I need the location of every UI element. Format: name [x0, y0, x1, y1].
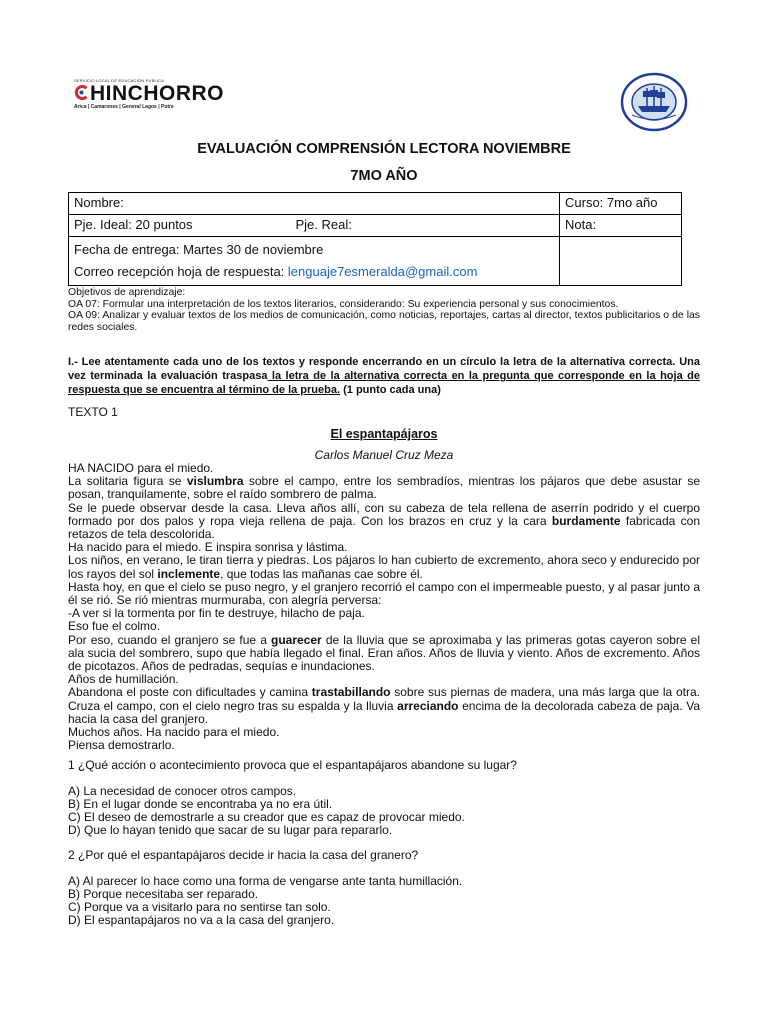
answer-option-b[interactable]: B) En el lugar donde se encontraba ya no era útil. [68, 797, 333, 811]
vocab-word: burdamente [551, 513, 621, 528]
answer-option-a[interactable]: A) Al parecer lo hace como una forma de vengarse ante tanta humillación. [68, 874, 463, 888]
puntaje-cell [69, 215, 560, 237]
logo-top-text: SERVICIO LOCAL DE EDUCACIÓN PÚBLICA [74, 78, 165, 83]
objectives-heading: Objetivos de aprendizaje: [68, 287, 186, 298]
exam-subtitle: 7MO AÑO [350, 168, 418, 184]
answer-option-c[interactable]: C) Porque va a visitarlo para no sentirse tan solo. [68, 900, 331, 914]
question-2 [68, 849, 708, 927]
story-paragraph: -A ver si la tormenta por fin te destruye, hilacho de paja. [68, 606, 365, 621]
logo-c-icon [74, 83, 89, 98]
story-paragraph: Hasta hoy, en que el cielo se puso negro, y el granjero recorrió el campo con el impermeable puesto, y al pasar junto a él se rió. Se rió mientras murmuraba, con alegría perversa: [68, 579, 700, 608]
instructions [68, 355, 700, 397]
objectives-block [68, 287, 700, 333]
instructions-part2: la letra de la alternativa correcta en la pregunta que corresponde en la hoja de respuesta que se encuentra al término de la prueba. [68, 370, 700, 396]
objective-oa09: OA 09: Analizar y evaluar textos de los medios de comunicación, como noticias, reportajes, cartas al director, textos publicitarios o de las redes sociales. [68, 310, 700, 333]
story-paragraph: Por eso, cuando el granjero se fue a guarecer de la lluvia que se aproximaba y las primeras gotas cayeron sobre el ala sucia del sombrero, supo que había llegado el final. Eran años. Años de lluvia y viento. Años de excremento. Años de picotazos. Años de pedradas, sequías e inundaciones. [68, 632, 700, 674]
question-text: 2 ¿Por qué el espantapájaros decide ir hacia la casa del granero? [68, 848, 419, 862]
entrega-cell [69, 237, 560, 286]
story-body [68, 462, 700, 752]
question-text: 1 ¿Qué acción o acontecimiento provoca que el espantapájaros abandone su lugar? [68, 758, 517, 772]
story-paragraph: HA NACIDO para el miedo. [68, 461, 214, 475]
objective-oa07: OA 07: Formular una interpretación de los textos literarios, considerando: Su experiencia personal y sus conocimientos. [68, 298, 619, 310]
story-paragraph: La solitaria figura se vislumbra sobre el campo, entre los sembradíos, mientras los pájaros que debe asustar se posan, tranquilamente, sobre el raído sombrero de palma. [68, 474, 700, 502]
story-paragraph: Abandona el poste con dificultades y camina trastabillando sobre sus piernas de madera, una más larga que la otra. Cruza el campo, con el cielo negro tras su espalda y la lluvia arreciando encima de la decolorada cabeza de paja. Va hacia la casa del granjero. [68, 685, 701, 726]
exam-title: EVALUACIÓN COMPRENSIÓN LECTORA NOVIEMBRE [197, 141, 571, 157]
instructions-part1: I.- Lee atentamente cada uno de los textos y responde encerrando en un círculo la letra de la alternativa correcta. Una vez terminada la evaluación traspasa [68, 356, 700, 382]
story-paragraph: Muchos años. Ha nacido para el miedo. [68, 725, 280, 740]
answer-option-d[interactable]: D) El espantapájaros no va a la casa del granjero. [68, 913, 335, 927]
vocab-word: guarecer [271, 632, 322, 647]
correo-email-link[interactable]: lenguaje7esmeralda@gmail.com [287, 264, 478, 279]
correo-label: Correo recepción hoja de respuesta: [74, 264, 288, 279]
question-1 [68, 759, 708, 837]
answer-option-d[interactable]: D) Que lo hayan tenido que sacar de su lugar para repararlo. [68, 823, 393, 837]
text-label: TEXTO 1 [68, 405, 118, 419]
vocab-word: trastabillando [311, 685, 391, 700]
instructions-part3: (1 punto cada una) [340, 384, 441, 396]
logo-name-text: HINCHORRO [90, 82, 224, 105]
nota-label: Nota: [565, 217, 597, 232]
vocab-word: vislumbra [186, 474, 244, 489]
story-title: El espantapájaros [330, 427, 438, 441]
story-paragraph: Piensa demostrarlo. [68, 738, 175, 753]
curso-cell [560, 193, 682, 215]
answer-option-c[interactable]: C) El deseo de demostrarle a su creador que es capaz de provocar miedo. [68, 810, 465, 824]
vocab-word: arreciando [397, 698, 459, 713]
answer-option-b[interactable]: B) Porque necesitaba ser reparado. [68, 887, 259, 901]
empty-cell [560, 237, 682, 286]
story-paragraph: Años de humillación. [68, 672, 179, 687]
nota-cell[interactable] [560, 215, 682, 237]
nombre-cell[interactable] [69, 193, 560, 215]
curso-label: Curso: 7mo año [565, 195, 658, 210]
story-paragraph: Los niños, en verano, le tiran tierra y piedras. Los pájaros lo han cubierto de excremento, ahora seco y endurecido por los rayos del sol inclemente, que todas las mañanas cae sobre él. [68, 553, 700, 581]
logo-name [74, 83, 224, 105]
student-info-table [68, 192, 682, 286]
pje-real-label: Pje. Real: [295, 217, 352, 232]
pje-ideal-label: Pje. Ideal: 20 puntos [74, 217, 193, 232]
nombre-label: Nombre: [74, 195, 124, 210]
answer-option-a[interactable]: A) La necesidad de conocer otros campos. [68, 784, 297, 798]
story-author: Carlos Manuel Cruz Meza [314, 448, 454, 462]
school-seal-icon [620, 72, 688, 132]
logo-subtitle: Arica | Camarones | General Lagos | Putre [74, 104, 174, 110]
story-paragraph: Se le puede observar desde la casa. Lleva años allí, con su cabeza de tela rellena de aserrín podrido y el cuerpo formado por dos palos y ropa vieja rellena de paja. Con los brazos en cruz y la cara burdamente fabricada con retazos de tela descolorida. [68, 500, 700, 542]
story-paragraph: Ha nacido para el miedo. E inspira sonrisa y lástima. [68, 540, 348, 555]
correo-row [74, 261, 554, 283]
fecha-entrega: Fecha de entrega: Martes 30 de noviembre [74, 242, 324, 257]
story-paragraph: Eso fue el colmo. [68, 619, 161, 634]
chinchorro-logo [74, 78, 244, 114]
vocab-word: inclemente [157, 566, 221, 581]
